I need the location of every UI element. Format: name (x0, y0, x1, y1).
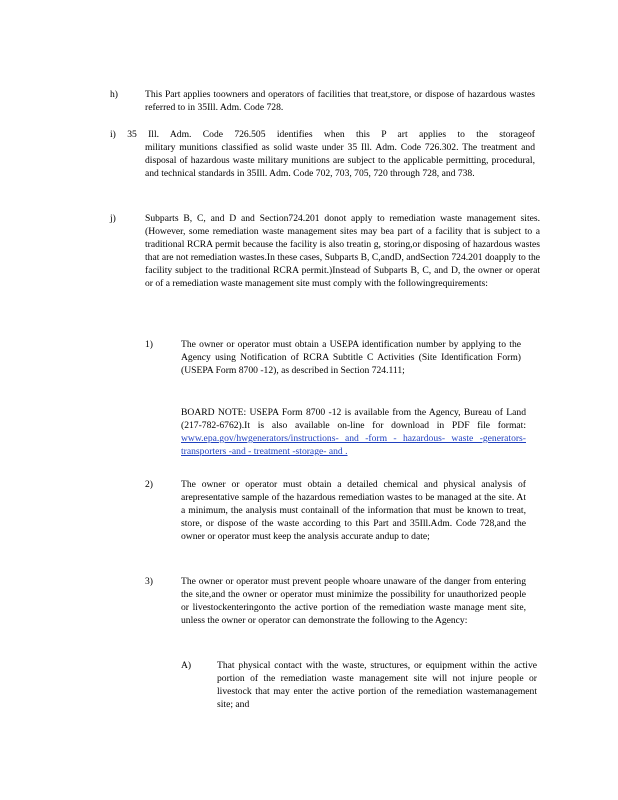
item-3-label: 3) (145, 576, 153, 587)
section-j (0, 212, 618, 324)
section-i (0, 128, 618, 198)
item-3a-text: That physical contact with the waste, structures, or equipment within the active portion of the remediation waste management site will not injure people or livestock that may enter the active portion of the remediation wastemanagement site; and (217, 660, 537, 710)
section-h-text: This Part applies toowners and operators of facilities that treat,store, or dispose of hazardous wastes referred to in 35Ill. Adm. Code 728. (145, 89, 535, 113)
section-h-label: h) (110, 89, 118, 100)
item-3 (0, 575, 618, 645)
item-3a-label: A) (181, 660, 192, 671)
item-2 (0, 478, 618, 562)
item-2-text: The owner or operator must obtain a detailed chemical and physical analysis of arepresentative sample of the hazardous remediation wastes to be managed at the site. At a minimum, the analysis must containall of the information that must be known to treat, store, or dispose of the waste according to this Part and 35Ill.Adm. Code 728,and the owner or operator must keep the analysis accurate andup to date; (181, 479, 526, 542)
section-i-label: i) 35 Ill. Adm. Code 726.505 identifies when this P art applies to the storageof (110, 129, 535, 140)
item-1-label: 1) (145, 339, 153, 350)
item-3-text: The owner or operator must prevent people whoare unaware of the danger from entering the site,and the owner or operator must minimize the possibility for unauthorized people or livestockenteringonto the active portion of the remediation waste manage ment site, unless the owner or operator can demonstrate the following to the Agency: (181, 576, 526, 626)
board-note-text: BOARD NOTE: USEPA Form 8700 -12 is available from the Agency, Bureau of Land (217-782-6762).It is also available on-line for download in PDF file format: (181, 407, 526, 431)
section-h (0, 88, 618, 116)
item-1 (0, 338, 618, 468)
section-j-label: j) (110, 213, 116, 224)
item-1-text: The owner or operator must obtain a USEPA identification number by applying to the Agency using Notification of RCRA Subtitle C Activities (Site Identification Form) (USEPA Form 8700 -12), as described in Section 724.111; (181, 339, 521, 376)
epa-link[interactable]: www.epa.gov/hwgenerators/instructions- and -form - hazardous- waste -generators- transporters -and - treatment -storage- and . (181, 433, 526, 457)
board-note (181, 406, 526, 458)
item-3a (0, 659, 618, 715)
section-i-text: military munitions classified as solid waste under 35 Ill. Adm. Code 726.302. The treatment and disposal of hazardous waste military munitions are subject to the applicable permitting, procedural, and technical standards in 35Ill. Adm. Code 702, 703, 705, 720 through 728, and 738. (145, 142, 535, 179)
section-j-text: Subparts B, C, and D and Section724.201 donot apply to remediation waste management sites. (However, some remediation waste management sites may bea part of a facility that is subject to a traditional RCRA permit because the facility is also treatin g, storing,or disposing of hazardous wastes that are not remediation wastes.In these cases, Subparts B, C,andD, andSection 724.201 doapply to the facility subject to the traditional RCRA permit.)Instead of Subparts B, C, and D, the owner or operat or of a remediation waste management site must comply with the followingrequirements: (145, 213, 540, 289)
item-2-label: 2) (145, 479, 153, 490)
